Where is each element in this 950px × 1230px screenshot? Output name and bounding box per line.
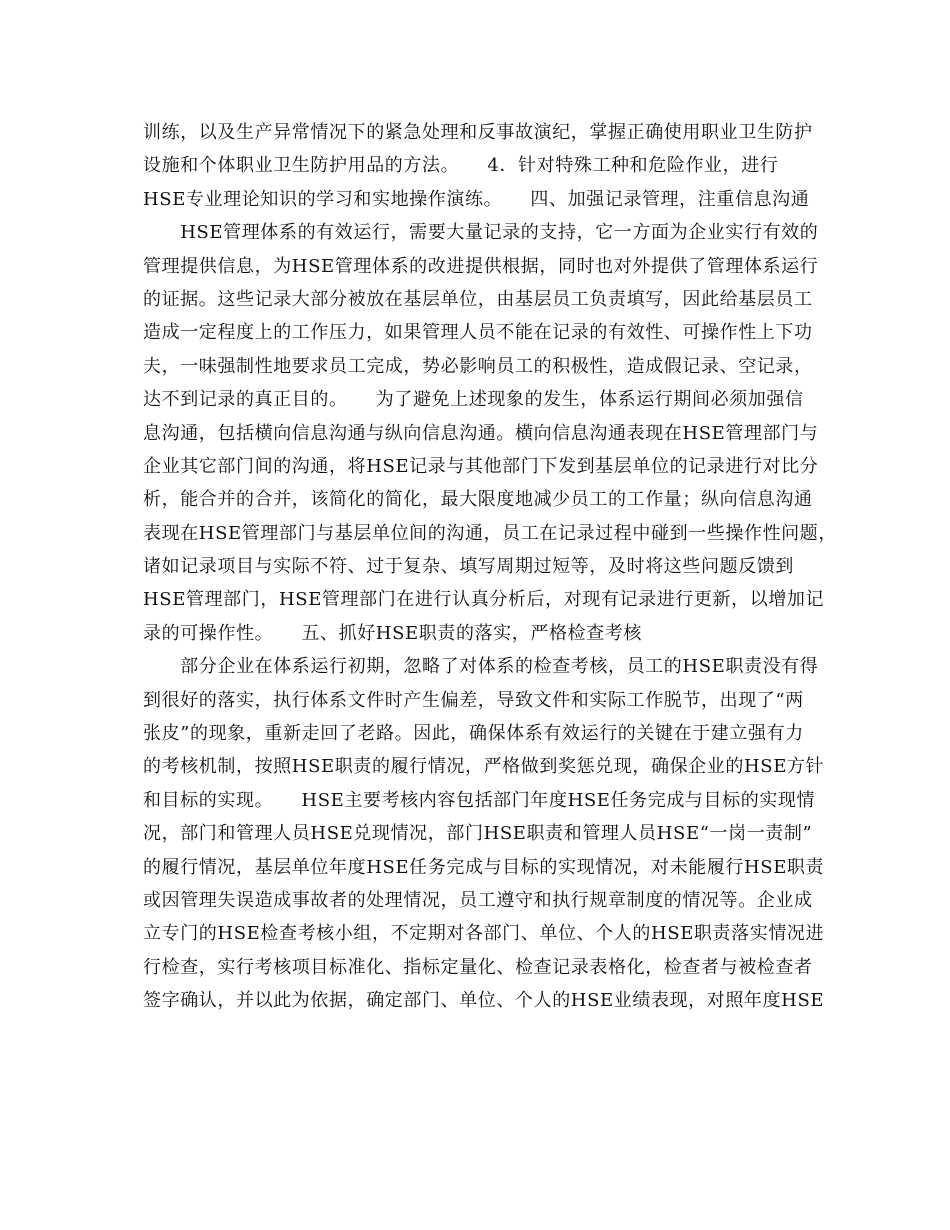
text-line: HSE管理部门，HSE管理部门在进行认真分析后，对现有记录进行更新，以增加记 [143,589,825,611]
text-line: 的考核机制，按照HSE职责的履行情况，严格做到奖惩兑现，确保企业的HSE方针 [143,756,825,778]
text-line: 息沟通，包括横向信息沟通与纵向信息沟通。横向信息沟通表现在HSE管理部门与 [143,422,819,444]
text-line: 和目标的实现。 HSE主要考核内容包括部门年度HSE任务完成与目标的实现情 [143,789,816,811]
text-line: HSE管理体系的有效运行，需要大量记录的支持，它一方面为企业实行有效的 [143,222,819,244]
text-line: 的证据。这些记录大部分被放在基层单位，由基层员工负责填写，因此给基层员工 [143,288,813,310]
text-line: 训练，以及生产异常情况下的紧急处理和反事故演纪，掌握正确使用职业卫生防护 [143,122,813,143]
text-line: 到很好的落实，执行体系文件时产生偏差，导致文件和实际工作脱节，出现了“两 [143,689,804,711]
text-line: 立专门的HSE检查考核小组，不定期对各部门、单位、个人的HSE职责落实情况进 [143,923,825,945]
text-line: 或因管理失误造成事故者的处理情况，员工遵守和执行规章制度的情况等。企业成 [143,889,813,911]
text-line: 录的可操作性。 五、抓好HSE职责的落实，严格检查考核 [143,622,642,644]
text-line: HSE专业理论知识的学习和实地操作演练。 四、加强记录管理，注重信息沟通 [143,188,810,210]
text-line: 析，能合并的合并，该简化的简化，最大限度地减少员工的工作量；纵向信息沟通 [143,489,813,511]
text-line: 的履行情况，基层单位年度HSE任务完成与目标的实现情况，对未能履行HSE职责 [143,856,825,878]
text-line: 管理提供信息，为HSE管理体系的改进提供根据，同时也对外提供了管理体系运行 [143,255,819,277]
text-line: 企业其它部门间的沟通，将HSE记录与其他部门下发到基层单位的记录进行对比分 [143,455,819,477]
text-line: 签字确认，并以此为依据，确定部门、单位、个人的HSE业绩表现，对照年度HSE [143,990,825,1012]
text-line: 达不到记录的真正目的。 为了避免上述现象的发生，体系运行期间必须加强信 [143,389,804,411]
text-line: 况，部门和管理人员HSE兑现情况，部门HSE职责和管理人员HSE“一岗一责制” [143,823,813,845]
text-line: 部分企业在体系运行初期，忽略了对体系的检查考核，员工的HSE职责没有得 [143,656,819,678]
body-text [143,116,843,1018]
text-line: 诸如记录项目与实际不符、过于复杂、填写周期过短等，及时将这些问题反馈到 [143,556,794,578]
text-line: 造成一定程度上的工作压力，如果管理人员不能在记录的有效性、可操作性上下功 [143,322,813,344]
text-line: 行检查，实行考核项目标准化、指标定量化、检查记录表格化，检查者与被检查者 [143,956,813,978]
text-line: 表现在HSE管理部门与基层单位间的沟通，员工在记录过程中碰到一些操作性问题， [143,522,837,544]
text-line: 设施和个体职业卫生防护用品的方法。 4．针对特殊工种和危险作业，进行 [143,155,779,177]
text-line: 张皮”的现象，重新走回了老路。因此，确保体系有效运行的关键在于建立强有力 [143,723,804,745]
text-line: 夫，一味强制性地要求员工完成，势必影响员工的积极性，造成假记录、空记录， [143,355,813,377]
